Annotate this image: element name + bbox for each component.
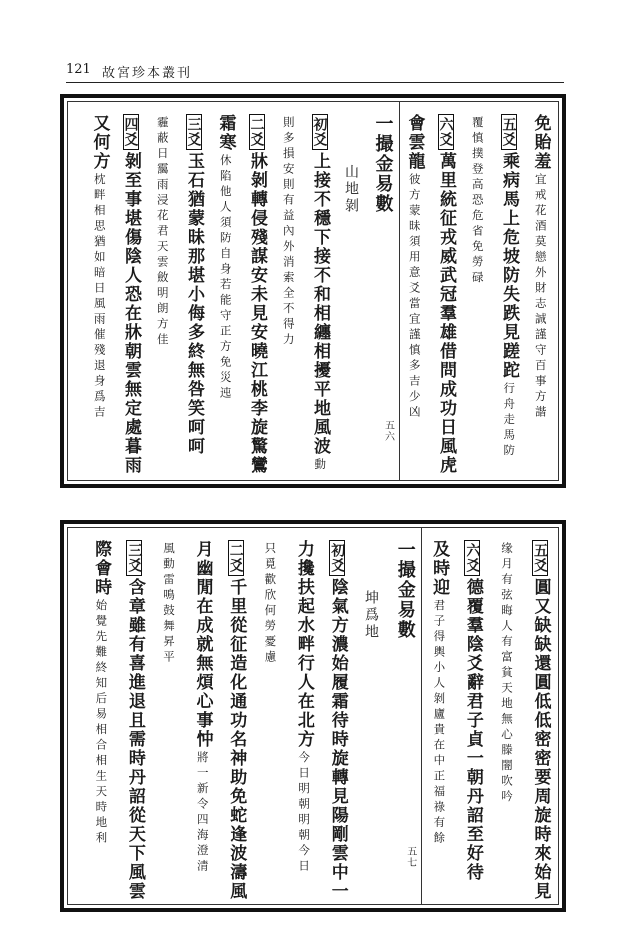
text-column [465, 114, 489, 287]
text-column [402, 114, 426, 421]
line-tag: 三爻 [126, 540, 142, 576]
line-tag: 四爻 [123, 114, 139, 150]
line-tag: 初爻 [312, 114, 328, 150]
verse-text: 乘病馬上危坡防失跌見蹉跎 [499, 152, 519, 380]
top-page-panel [60, 94, 566, 488]
text-column [528, 114, 552, 421]
text-column [213, 114, 237, 402]
line-tag: 二爻 [228, 540, 244, 576]
commentary-text: 始覺先難終知后易相合相生天時地利 [94, 599, 109, 847]
section-title: 一撮金易數 [372, 114, 394, 214]
top-panel-inner-border [67, 101, 559, 481]
bottom-page-panel [60, 520, 566, 912]
text-column [291, 540, 315, 875]
text-column [224, 540, 248, 901]
text-column [245, 114, 269, 475]
text-column [434, 114, 458, 475]
text-column [150, 114, 174, 349]
verse-text: 上接不穩下接不和相纏相擾平地風波 [310, 152, 330, 456]
commentary-text: 將一新令四海澄清 [195, 751, 210, 875]
verse-text: 免貽羞 [530, 114, 551, 171]
verse-text: 月幽閒在成就無煩心事忡 [192, 540, 213, 749]
commentary-text: 行舟走馬防 [502, 382, 517, 460]
leaf-number-top: 五六 [382, 420, 394, 442]
text-column [528, 540, 552, 901]
line-tag: 六爻 [464, 540, 480, 576]
page-number: 121 [66, 62, 91, 77]
verse-text: 玉石猶蒙昧那堪小侮多終無咎笑呵呵 [184, 152, 204, 456]
commentary-text: 今日明朝明朝今日 [297, 751, 312, 875]
text-column [182, 114, 206, 456]
text-column [308, 114, 332, 474]
text-column [393, 540, 417, 640]
text-column [190, 540, 214, 875]
verse-text: 牀剝轉侵殘謀安未見安曉江桃李旋驚鸞 [247, 152, 267, 475]
leaf-number-bottom: 五七 [404, 846, 416, 868]
text-column [371, 114, 395, 214]
commentary-text: 風動雷鳴鼓舞昇平 [161, 542, 176, 666]
verse-text: 圓又缺缺還圓低低密密要周旋時來始見 [530, 578, 551, 901]
commentary-text: 彼方蒙昧須用意爻當宜謹慎多吉少凶 [407, 173, 422, 421]
text-column [339, 114, 363, 215]
line-tag: 五爻 [532, 540, 548, 576]
text-column [156, 540, 180, 666]
verse-text: 際會時 [91, 540, 112, 597]
bottom-panel-inner-border [67, 527, 559, 905]
line-tag: 六爻 [438, 114, 454, 150]
text-column [497, 114, 521, 460]
verse-text: 及時迎 [429, 540, 450, 597]
text-column [258, 540, 282, 666]
verse-text: 又何方 [89, 114, 110, 171]
commentary-text: 休陷他人須防自身若能守正方免災迍 [218, 154, 233, 402]
verse-text: 剝至事堪傷陰人恐在牀朝雲無定處暮雨 [121, 152, 141, 475]
commentary-text: 只覓歡欣何勞憂慮 [263, 542, 278, 666]
text-column [87, 114, 111, 421]
commentary-text: 動 [313, 458, 328, 474]
text-column [119, 114, 143, 475]
text-column [460, 540, 484, 882]
hexagram-name: 坤爲地 [363, 590, 379, 641]
text-column [359, 540, 383, 641]
book-title: 故宮珍本叢刊 [102, 66, 193, 81]
text-column [325, 540, 349, 901]
verse-text: 會雲龍 [404, 114, 425, 171]
column-divider [421, 528, 422, 904]
line-tag: 三爻 [186, 114, 202, 150]
text-column [122, 540, 146, 901]
commentary-text: 君子得輿小人剝廬貴在中正福祿有餘 [432, 599, 447, 847]
text-column [89, 540, 113, 847]
commentary-text: 則多損安則有益內外消索全不得力 [281, 116, 296, 349]
verse-text: 含章雖有喜進退且需時丹詔從天下風雲 [124, 578, 145, 901]
line-tag: 五爻 [501, 114, 517, 150]
verse-text: 霜寒 [215, 114, 236, 152]
text-column [427, 540, 451, 847]
page-header [66, 58, 564, 82]
section-title: 一撮金易數 [394, 540, 416, 640]
verse-text: 德覆羣陰爻辭君子貞一朝丹詔至好待 [462, 578, 483, 882]
commentary-text: 霾蔽日靄雨浸花君天雲斂明朗方佳 [155, 116, 170, 349]
column-divider [399, 102, 400, 480]
verse-text: 陰氣方濃始履霜待時旋轉見陽剛雲中一 [327, 578, 348, 901]
text-column [276, 114, 300, 349]
line-tag: 初爻 [329, 540, 345, 576]
header-rule [66, 82, 564, 83]
verse-text: 力攙扶起水畔行人在北方 [293, 540, 314, 749]
verse-text: 萬里統征戎威武冠羣雄借問成功日風虎 [436, 152, 456, 475]
commentary-text: 宜戒花酒莫戀外財志誠謹守百事方諧 [533, 173, 548, 421]
commentary-text: 缘月有弦晦人有富貧天地無心滕闇吹吟 [499, 542, 514, 806]
line-tag: 二爻 [249, 114, 265, 150]
verse-text: 千里從征造化通功名神助免蛇逢波濤風 [226, 578, 247, 901]
commentary-text: 覆慎撲登高恐危省免勞碌 [470, 116, 485, 287]
hexagram-name: 山地剝 [343, 164, 359, 215]
text-column [494, 540, 518, 806]
commentary-text: 枕畔相思猶如暗日風雨催殘退身爲吉 [92, 173, 107, 421]
